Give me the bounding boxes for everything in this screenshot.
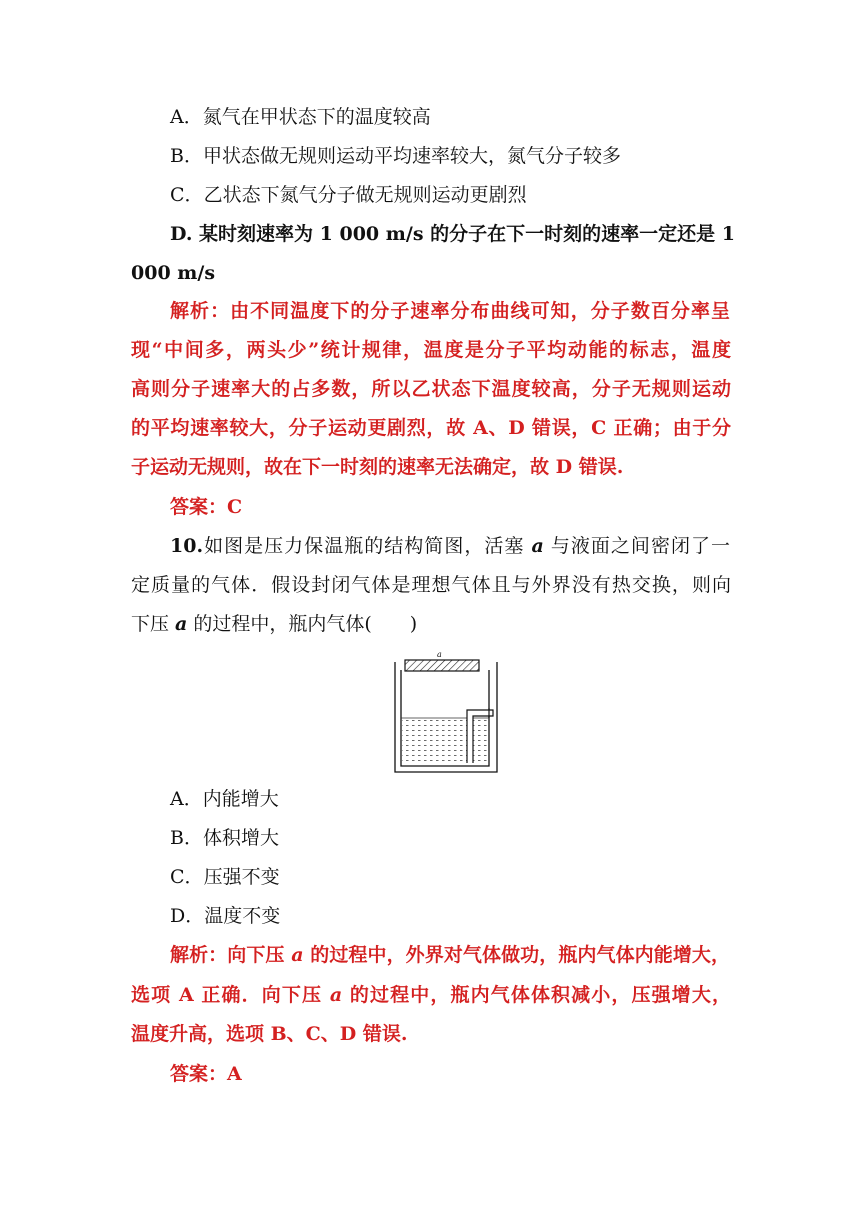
q10-stem-line: 下压 a 的过程中，瓶内气体( ) [131,613,418,635]
liquid [402,718,488,765]
q9-option-a: A．氮气在甲状态下的温度较高 [170,106,431,128]
q9-option-b: B．甲状态做无规则运动平均速率较大，氮气分子较多 [170,145,621,167]
q10-option-c: C．压强不变 [170,866,280,888]
q9-option-c: C．乙状态下氮气分子做无规则运动更剧烈 [170,184,527,206]
q9-option-d-continued: 000 m/s [131,262,216,284]
q9-analysis-label: 解析： [170,300,231,322]
q9-analysis-line: 高则分子速率大的占多数，所以乙状态下温度较高，分子无规则运动 [131,378,731,400]
q10-analysis-line: 解析：向下压 a 的过程中，外界对气体做功，瓶内气体内能增大， [170,944,730,966]
q9-analysis-line: 解析：由不同温度下的分子速率分布曲线可知，分子数百分率呈 [170,300,730,322]
q10-stem-line: 定质量的气体．假设封闭气体是理想气体且与外界没有热交换，则向 [131,574,731,596]
piston [405,660,479,671]
q9-answer: 答案：C [170,496,243,518]
q9-analysis-line: 现“中间多，两头少”统计规律，温度是分子平均动能的标志，温度 [131,339,731,361]
q9-option-d: D. 某时刻速率为 1 000 m/s 的分子在下一时刻的速率一定还是 1 [170,223,735,245]
q10-option-a: A．内能增大 [170,788,279,810]
q10-analysis-line: 温度升高，选项 B、C、D 错误. [131,1023,408,1045]
thermos-diagram [393,648,505,774]
q10-option-d: D．温度不变 [170,905,281,927]
q10-analysis-line: 选项 A 正确．向下压 a 的过程中，瓶内气体体积减小，压强增大， [131,984,731,1006]
q9-analysis-line: 子运动无规则，故在下一时刻的速率无法确定，故 D 错误. [131,456,624,478]
q10-analysis-label: 解析： [170,944,228,966]
q10-number: 10. [170,535,204,557]
q10-stem-line: 10.如图是压力保温瓶的结构简图，活塞 a 与液面之间密闭了一 [170,535,730,557]
q10-option-b: B．体积增大 [170,827,279,849]
piston-label: a [437,650,442,659]
q9-analysis-line: 的平均速率较大，分子运动更剧烈，故 A、D 错误，C 正确；由于分 [131,417,731,439]
q10-answer: 答案：A [170,1063,242,1085]
